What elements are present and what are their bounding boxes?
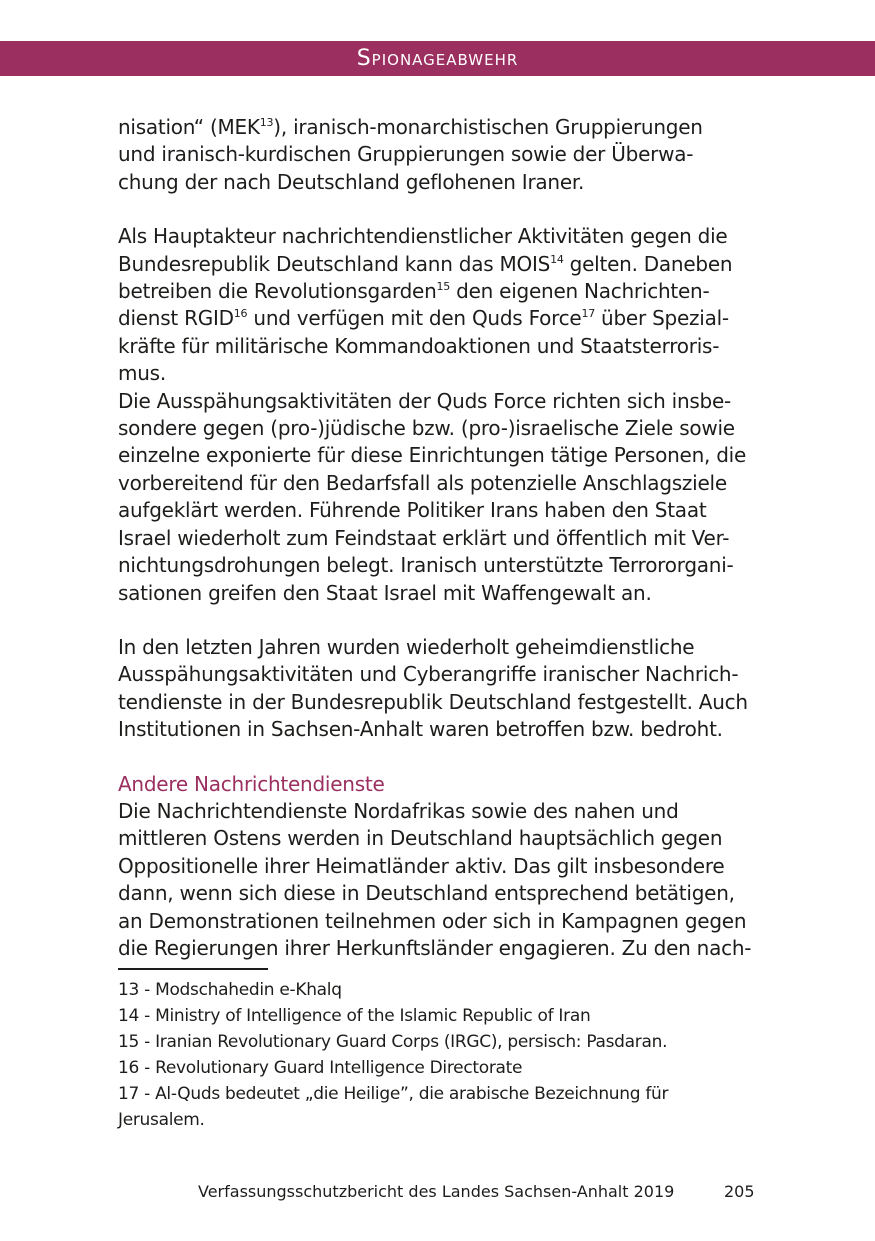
footnote-divider xyxy=(118,968,268,970)
footnote-14: 14 - Ministry of Intelligence of the Islamic Republic of Iran xyxy=(118,1006,591,1026)
paragraph-2-text-a: Als Hauptakteur nachrichtendienstlicher Aktivitäten gegen die Bundesrepublik Deutschland kann das MOIS xyxy=(118,224,728,276)
footnote-ref-17: 17 xyxy=(581,307,595,321)
paragraph-5: Die Nachrichtendienste Nordafrikas sowie des nahen und mittleren Ostens werden in Deutschland hauptsächlich gegen Oppositionelle ihrer Heimatländer aktiv. Das gilt insbesondere dann, wenn sich diese in Deutschland entsprechend betätigen, an Demonstrationen teilnehmen oder sich in Kampagnen gegen die Regierungen ihrer Herkunftsländer engagieren. Zu den nach- xyxy=(118,798,752,960)
paragraph-gap xyxy=(118,744,760,771)
paragraph-3: Die Ausspähungsaktivitäten der Quds Force richten sich insbe- sondere gegen (pro-)jüdische bzw. (pro-)israelische Ziele sowie einzelne exponierte für diese Einrichtungen tätige Personen, die vorbereitend für den Bedarfsfall als potenzielle Anschlagsziele aufgeklärt werden. Führende Politiker Irans haben den Staat Israel wiederholt zum Feindstaat erklärt und öffentlich mit Ver- nichtungsdrohungen belegt. Iranisch unterstützte Terrororgani- sationen greifen den Staat Israel mit Waffengewalt an. xyxy=(118,388,747,605)
footnote-ref-13: 13 xyxy=(259,116,274,129)
paragraph-2-text-d: und verfügen mit den Quds Force xyxy=(247,306,582,331)
paragraph-gap xyxy=(118,196,760,223)
footnote-ref-14: 14 xyxy=(550,252,564,266)
footer-title: Verfassungsschutzbericht des Landes Sachsen-Anhalt 2019 xyxy=(198,1182,675,1201)
footnote-ref-15: 15 xyxy=(436,280,451,294)
paragraph-4: In den letzten Jahren wurden wiederholt geheimdienstliche Ausspähungsaktivitäten und Cyberangriffe iranischer Nachrich- tendienste in der Bundesrepublik Deutschland festgestellt. Auch Institutionen in Sachsen-Anhalt waren betroffen bzw. bedroht. xyxy=(118,634,748,742)
main-content xyxy=(118,114,760,962)
section-heading: Andere Nachrichtendienste xyxy=(118,771,385,796)
footnotes xyxy=(118,977,758,1133)
paragraph-1 xyxy=(118,114,760,196)
paragraph-1-text: nisation“ (MEK xyxy=(118,115,260,139)
page-number: 205 xyxy=(724,1182,755,1201)
footnote-17: 17 - Al-Quds bedeutet „die Heilige”, die arabische Bezeichnung für Jerusalem. xyxy=(118,1084,669,1130)
page-section-title: Spionageabwehr xyxy=(356,46,519,71)
paragraph-gap xyxy=(118,607,760,634)
footnote-ref-16: 16 xyxy=(233,307,248,321)
paragraph-2 xyxy=(118,223,760,387)
paragraph-2-text-e: über Spezial- kräfte für militärische Kommandoaktionen und Staatsterroris- mus. xyxy=(118,306,729,386)
footnote-15: 15 - Iranian Revolutionary Guard Corps (IRGC), persisch: Pasdaran. xyxy=(118,1032,668,1052)
footnote-13: 13 - Modschahedin e-Khalq xyxy=(118,980,342,1000)
paragraph-2-text-c: den eigenen Nachrichten- dienst RGID xyxy=(118,279,710,331)
paragraph-1-text-rest: ), iranisch-monarchistischen Gruppierungen und iranisch-kurdischen Gruppierungen sowie der Überwa- chung der nach Deutschland geflohenen Iraner. xyxy=(118,115,703,194)
footnote-16: 16 - Revolutionary Guard Intelligence Directorate xyxy=(118,1058,523,1078)
paragraph-2-text-b: gelten. Daneben betreiben die Revolutionsgarden xyxy=(118,251,733,304)
